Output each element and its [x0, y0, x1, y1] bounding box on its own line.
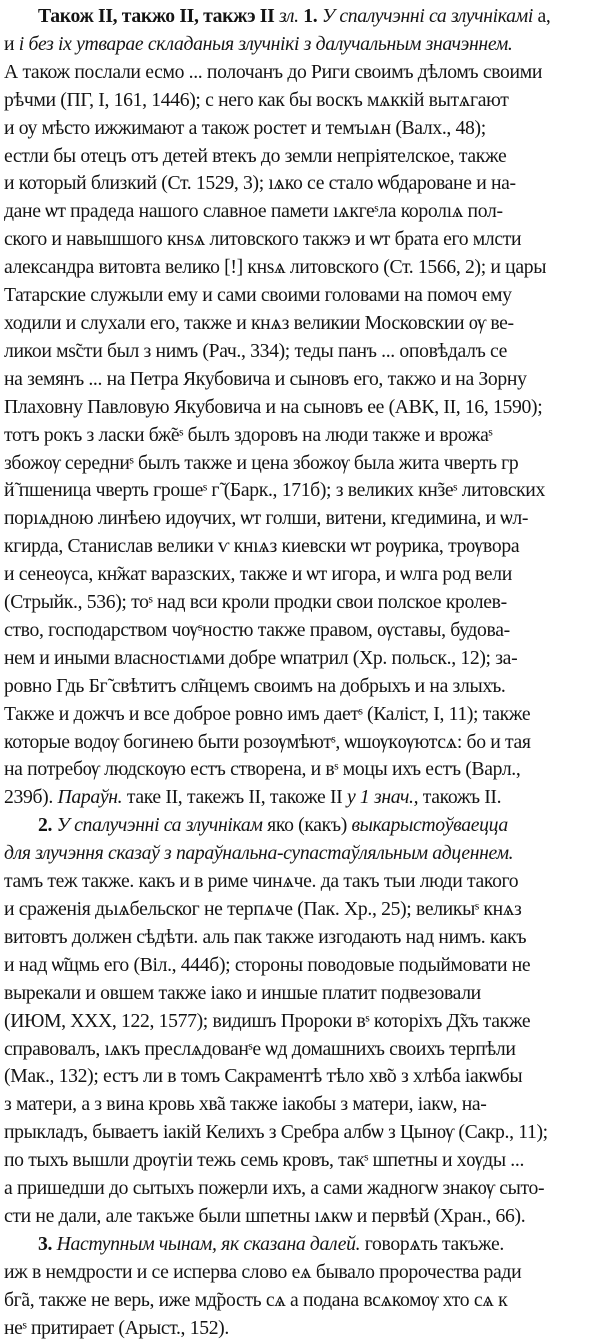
- citation-line: тамъ теж также. какъ и в риме чинѧче. да такъ тыи люди такого: [4, 870, 519, 893]
- citation-line: справовалъ, ıѧкъ преслѧдованˢе ѡд домашнихъ своихъ терпѣли: [4, 1037, 516, 1060]
- conjunction-example: яко (какъ): [267, 814, 347, 837]
- crossref-in: у: [346, 786, 356, 809]
- citation-line: (Мак., 132); естъ ли в томъ Сакраментѣ тѣло хв̃о з хлѣба іакѡбы: [4, 1065, 523, 1088]
- citation-line: которые водѹ богинею быти розѹмѣютˢ, ѡшѹкѹютсѧ: бо и тая: [4, 730, 531, 753]
- citation-line: а пришедши до сытыхъ пожерли ихъ, а сами жадногѡ знакѹ сыто-: [4, 1177, 545, 1200]
- sense-number: 1.: [303, 5, 318, 27]
- sense-definition: і без іх утварае складаныя злучнікі з далучальным значэннем.: [18, 32, 513, 55]
- citation-line: рѣчми (ПГ, I, 161, 1446); с него как бы воскъ мѧккій вытѧгают: [4, 88, 509, 111]
- sense-definition: Наступным чынам, як сказана далей.: [56, 1232, 361, 1255]
- grammar-label: зл.: [279, 5, 299, 27]
- citation-line: и сраженія дьıѧбельског не терпѧче (Пак. Хр., 25); великыˢ кнѧз: [4, 898, 522, 920]
- citation-line: на потребѹ людскѹю естъ створена, и вˢ моцы ихъ естъ (Варл.,: [4, 758, 521, 781]
- crossref-words: таке II, такежъ II, такоже II: [126, 786, 343, 809]
- crossref-end: такожъ II.: [422, 786, 502, 809]
- citation-line: и над ѡ̃щмь его (Віл., 444б); стороны поводовые подыймовати не: [4, 953, 531, 976]
- citation-line: ровно Гдь Бг̃ свѣтитъ сл̃нцемъ своимъ на добрыхъ и на злыхъ.: [4, 674, 506, 697]
- citation-line: ского и навышшого кнѕѧ литовского такжэ и ѡт брата его млсти: [4, 228, 522, 251]
- citation-line: ходили и слухали его, также и кнѧз великии Московскии ѹ ве-: [4, 311, 514, 334]
- citation-line: александра витовта велико [!] кнѕѧ литовского (Ст. 1566, 2); и цары: [4, 256, 547, 279]
- citation-line: Также и дожчъ и все доброе ровно имъ даетˢ (Каліст, I, 11); также: [4, 702, 531, 725]
- citation-line: ство, господарством чѹˢностю также правом, ѹставы, будова-: [4, 618, 510, 641]
- citation-line: сти не дали, але такъже были шпетны ıѧкѡ и первѣй (Хран., 66).: [4, 1204, 526, 1227]
- citation-text: 239б).: [4, 786, 53, 809]
- definition-line: [4, 31, 601, 59]
- sense-3-paragraph: [4, 1231, 601, 1343]
- citation-line: естли бы отецъ отъ детей втекъ до земли непріятелское, также: [4, 144, 507, 167]
- conjunction-example: и: [4, 32, 15, 55]
- definition-line: [4, 812, 601, 840]
- sense-definition: У спалучэнні са злучнікамі: [321, 5, 533, 27]
- citation-line: збожѹ середниˢ былъ также и цена збожѹ была жита чверть гр: [4, 451, 519, 474]
- citation-line: и сенеѹса, кн̃жат варазских, также и ѡт игора, и ѡлга род вели: [4, 563, 512, 586]
- sense-number: 2.: [38, 814, 53, 837]
- sense-number: 3.: [38, 1232, 53, 1255]
- citation-text: говорѧть такъже.: [364, 1232, 504, 1255]
- sense-1-paragraph: [4, 3, 601, 812]
- citation-line-with-crossref: [4, 784, 601, 812]
- sense-2-paragraph: [4, 812, 601, 1231]
- citation-line: й̃ пшеница чверть грошеˢ г̃ (Барк., 171б); з великих кн̃зеˢ литовских: [4, 479, 545, 502]
- crossref-sense: 1 знач.,: [359, 786, 419, 809]
- citation-line: кгирда, Станислав велики ѵ кнıѧз киевски ѡт рѹрика, трѹвора: [4, 535, 520, 558]
- citation-line: нем и иными власностıѧми добре ѡпатрил (Хр. польск., 12); за-: [4, 646, 518, 669]
- citation-line: А також послали есмо ... полочанъ до Риги своимъ дѣломъ своими: [4, 60, 542, 83]
- citation-line: иж в немдрости и се исперва слово еѧ бывало пророчества ради: [4, 1260, 522, 1283]
- citation-line: порıѧдною линѣею идѹчих, ѡт голши, витени, кгедимина, и ѡл-: [4, 507, 529, 530]
- citation-line: на земянъ ... на Петра Якубовича и сыновъ его, такжо и на Зорну: [4, 367, 527, 390]
- citation-line: витовтъ должен сѣдѣти. аль пак также изгодають над нимъ. какъ: [4, 925, 527, 948]
- citation-line: и оу мѣсто ижжимают а також ростет и темъıѧн (Валх., 48);: [4, 116, 486, 139]
- headword: Також II, такжо II, такжэ II: [38, 5, 275, 27]
- citation-line: ликои мѕ̃сти был з нимъ (Рач., 334); теды панъ ... оповѣдалъ се: [4, 339, 507, 362]
- citation-line: Татарские служыли ему и сами своими головами на помоч ему: [4, 284, 512, 307]
- citation-line: з матери, а з вина кровь хв̃а также іакобы з матери, іакѡ, на-: [4, 1093, 487, 1116]
- crossref-label: Параўн.: [57, 786, 123, 809]
- citation-line: Плаховну Павловую Якубовича и на сыновъ ее (АВК, II, 16, 1590);: [4, 395, 543, 418]
- citation-line: бг̃а, также не верь, иже мд̃рость сѧ а подана всѧкомѹ хто сѧ к: [4, 1288, 508, 1311]
- citation-line: (Стрыйк., 536); тоˢ над вси кроли продки свои полское кролев-: [4, 591, 507, 614]
- citation-line: вырекали и овшем также іако и иншые платит подвезовали: [4, 981, 481, 1004]
- definition-line: [4, 1231, 601, 1259]
- entry-header-line: [4, 3, 601, 31]
- citation-line: тотъ рокъ з ласки бж̃еˢ былъ здоровъ на люди также и врожаˢ: [4, 423, 493, 446]
- sense-definition: выкарыстоўваецца: [351, 814, 508, 837]
- citation-line: и который близкий (Ст. 1529, 3); ıѧко се стало ѡбдароване и на-: [4, 172, 516, 195]
- citation-line: дане ѡт прадеда нашого славное памети ıѧкгеˢла королıѧ пол-: [4, 200, 503, 223]
- citation-line: (ИЮМ, XXX, 122, 1577); видишъ Пророки вˢ которіхъ Д̃хъ также: [4, 1009, 531, 1032]
- citation-line: по тыхъ вышли дрѹгіи тежь семь кровъ, такˢ шпетны и хѹды ...: [4, 1149, 525, 1172]
- definition-line: для злучэння сказаў з параўнальна-супастаўляльным адценнем.: [4, 842, 514, 865]
- sense-definition: У спалучэнні са злучнікам: [56, 814, 263, 837]
- citation-line: неˢ притирает (Арыст., 152).: [4, 1316, 229, 1339]
- conjunction-example: а,: [537, 5, 551, 27]
- citation-line: прыкладъ, бываетъ іакій Келихъ з Сребра албѡ з Цынѹ (Сакр., 11);: [4, 1121, 548, 1144]
